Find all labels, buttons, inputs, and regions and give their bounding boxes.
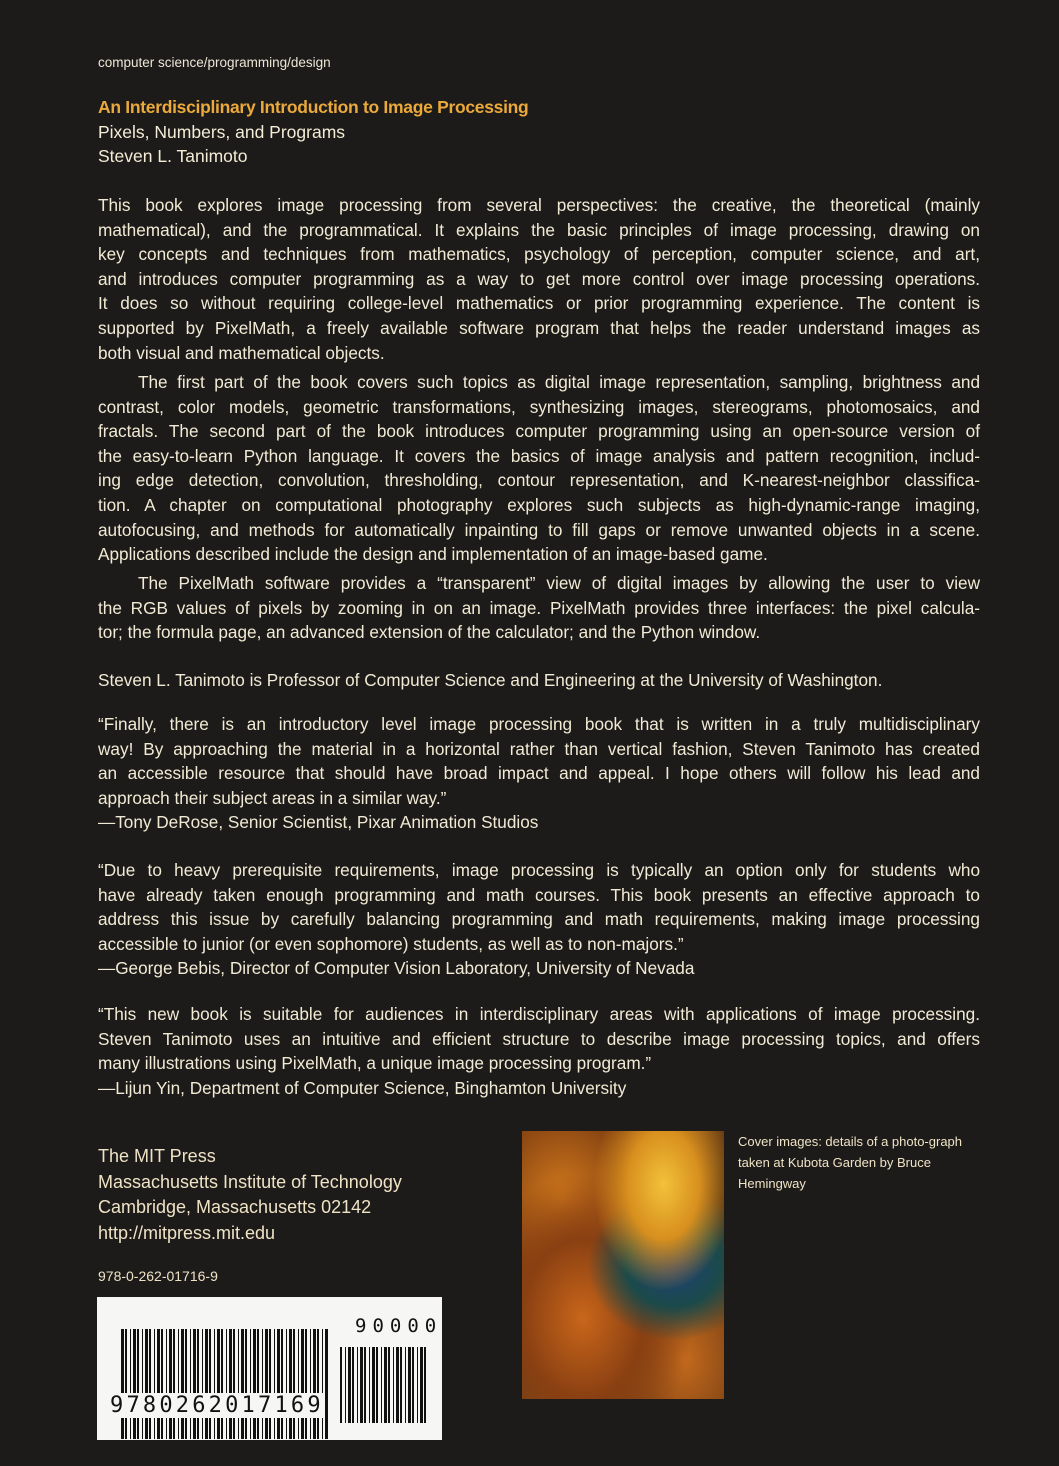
text-line: Steven Tanimoto uses an intuitive and efficient structure to describe image processing topics, and offers xyxy=(98,1028,980,1049)
text-line: The PixelMath software provides a “transparent” view of digital images by allowing the user to view xyxy=(138,573,980,593)
barcode-bar xyxy=(313,1329,316,1439)
barcode-bar xyxy=(157,1329,160,1439)
barcode-bar xyxy=(130,1329,131,1439)
text-line: the easy-to-learn Python language. It covers the basics of image analysis and pattern recognition, includ- xyxy=(98,445,980,466)
barcode-bar xyxy=(360,1347,363,1423)
text-line: ing edge detection, convolution, thresholding, contour representation, and K-nearest-neighbor classifica- xyxy=(98,470,980,491)
barcode-bar xyxy=(262,1329,263,1439)
barcode-bar xyxy=(238,1329,239,1439)
publisher-name: The MIT Press xyxy=(98,1146,216,1166)
publisher-city: Cambridge, Massachusetts 02142 xyxy=(98,1197,372,1218)
publisher-institute: Massachusetts Institute of Technology xyxy=(98,1171,402,1192)
barcode-bar xyxy=(305,1329,307,1439)
barcode-bar xyxy=(372,1347,375,1423)
barcode-bar xyxy=(400,1347,402,1423)
barcode-bar xyxy=(405,1347,406,1423)
barcode-bar xyxy=(173,1329,175,1439)
barcode-bar xyxy=(202,1329,203,1439)
text-line: way! By approaching the material in a horizontal rather than vertical fashion, Steven Tanimoto has created xyxy=(98,738,980,759)
barcode-bar xyxy=(181,1329,184,1439)
barcode-bar xyxy=(325,1329,328,1439)
barcode-bar xyxy=(169,1329,172,1439)
barcode-bar xyxy=(241,1329,244,1439)
barcode-bar xyxy=(257,1329,259,1439)
barcode-bar xyxy=(229,1329,232,1439)
barcode-bar xyxy=(357,1347,358,1423)
book-title: An Interdisciplinary Introduction to Image Processing xyxy=(98,97,529,117)
barcode-bar xyxy=(310,1329,311,1439)
barcode-bar xyxy=(161,1329,163,1439)
barcode-bar xyxy=(281,1329,283,1439)
barcode-bar xyxy=(178,1329,179,1439)
book-author: Steven L. Tanimoto xyxy=(98,146,248,166)
barcode-bar xyxy=(424,1347,426,1423)
text-line: approach their subject areas in a similar way.” xyxy=(98,787,447,808)
text-line: fractals. The second part of the book introduces computer programming using an open-source version of xyxy=(98,421,980,442)
text-line: supported by PixelMath, a freely available software program that helps the reader understand images as xyxy=(98,317,980,338)
barcode-bar xyxy=(145,1329,148,1439)
text-line: “Finally, there is an introductory level image processing book that is written in a truly multidisciplinary xyxy=(98,714,980,734)
barcode-bar xyxy=(221,1329,223,1439)
barcode-bar xyxy=(265,1329,268,1439)
text-line: “This new book is suitable for audiences in interdisciplinary areas with applications of image processing. xyxy=(98,1004,980,1024)
barcode-bar xyxy=(209,1329,211,1439)
contents-paragraph xyxy=(98,370,980,567)
barcode-bar xyxy=(185,1329,187,1439)
barcode-bar xyxy=(298,1329,299,1439)
barcode-bar xyxy=(190,1329,191,1439)
publisher-url: http://mitpress.mit.edu xyxy=(98,1222,276,1243)
barcode-bar xyxy=(125,1329,127,1439)
barcode-bar xyxy=(376,1347,378,1423)
text-line: tion. A chapter on computational photography explores such subjects as high-dynamic-range imaging, xyxy=(98,494,980,515)
barcode-bar xyxy=(149,1329,151,1439)
text-line: an accessible resource that should have broad impact and appeal. I hope others will follow his lead and xyxy=(98,763,980,784)
barcode xyxy=(97,1297,442,1440)
text-line: This book explores image processing from several perspectives: the creative, the theoretical (mainly xyxy=(98,195,980,215)
text-line: many illustrations using PixelMath, a unique image processing program.” xyxy=(98,1053,652,1074)
text-line: autofocusing, and methods for automatically inpainting to fill gaps or remove unwanted objects in a scene. xyxy=(98,519,980,540)
text-line: mathematical), and the programmatical. It explains the basic principles of image processing, drawing on xyxy=(98,219,980,240)
barcode-bar xyxy=(214,1329,215,1439)
text-line: the RGB values of pixels by zooming in on an image. PixelMath provides three interfaces: the pixel calcula- xyxy=(98,597,980,618)
barcode-bar xyxy=(322,1329,323,1439)
barcode-bar xyxy=(293,1329,295,1439)
barcode-bar xyxy=(317,1329,319,1439)
barcode-bar xyxy=(233,1329,235,1439)
cover-photo xyxy=(522,1131,724,1399)
intro-paragraph xyxy=(98,193,980,365)
barcode-bar xyxy=(364,1347,366,1423)
barcode-bar xyxy=(253,1329,256,1439)
barcode-bar xyxy=(205,1329,208,1439)
barcode-bar xyxy=(348,1347,351,1423)
barcode-bar xyxy=(197,1329,199,1439)
text-line: address this issue by carefully balancing programming and math requirements, making image processing xyxy=(98,909,980,930)
text-line: “Due to heavy prerequisite requirements, image processing is typically an option only for students who xyxy=(98,860,980,880)
text-line: —Lijun Yin, Department of Computer Science, Binghamton University xyxy=(98,1077,627,1098)
barcode-bars xyxy=(121,1329,331,1439)
isbn: 978-0-262-01716-9 xyxy=(98,1268,218,1284)
barcode-bar xyxy=(417,1347,418,1423)
author-bio xyxy=(98,668,980,693)
text-line: contrast, color models, geometric transformations, synthesizing images, stereograms, photomosaics, and xyxy=(98,396,980,417)
text-line: Steven L. Tanimoto is Professor of Computer Science and Engineering at the University of Washington. xyxy=(98,670,883,690)
book-subtitle: Pixels, Numbers, and Programs xyxy=(98,122,346,142)
text-line: key concepts and techniques from mathematics, psychology of perception, computer science, and art, xyxy=(98,244,980,265)
barcode-bar xyxy=(274,1329,275,1439)
barcode-bar xyxy=(142,1329,143,1439)
text-line: The first part of the book covers such topics as digital image representation, sampling, brightness and xyxy=(138,372,980,392)
barcode-bar xyxy=(352,1347,354,1423)
barcode-bar xyxy=(269,1329,271,1439)
text-line: —Tony DeRose, Senior Scientist, Pixar Animation Studios xyxy=(98,812,539,833)
barcode-bar xyxy=(384,1347,387,1423)
barcode-bar xyxy=(245,1329,247,1439)
text-line: and introduces computer programming as a way to get more control over image processing operations. xyxy=(98,268,980,289)
quote-yin xyxy=(98,1002,980,1100)
barcode-bar xyxy=(121,1329,124,1439)
barcode-bar xyxy=(345,1347,346,1423)
text-line: It does so without requiring college-level mathematics or prior programming experience. The content is xyxy=(98,293,980,314)
barcode-addon-digits: 90000 xyxy=(355,1315,443,1337)
barcode-bar xyxy=(381,1347,382,1423)
barcode-bar xyxy=(396,1347,399,1423)
barcode-bar xyxy=(226,1329,227,1439)
quote-derose xyxy=(98,712,980,835)
barcode-bar xyxy=(301,1329,304,1439)
category-label: computer science/programming/design xyxy=(98,55,331,70)
barcode-bar xyxy=(137,1329,139,1439)
text-line: tor; the formula page, an advanced extension of the calculator; and the Python window. xyxy=(98,622,761,643)
text-line: —George Bebis, Director of Computer Vision Laboratory, University of Nevada xyxy=(98,958,695,979)
software-paragraph xyxy=(98,571,980,645)
quote-bebis xyxy=(98,858,980,981)
barcode-bar xyxy=(166,1329,167,1439)
barcode-bar xyxy=(408,1347,411,1423)
cover-caption: Cover images: details of a photo-graph taken at Kubota Garden by Bruce Hemingway xyxy=(738,1134,963,1191)
barcode-bar xyxy=(286,1329,287,1439)
text-line: both visual and mathematical objects. xyxy=(98,342,385,363)
text-line: Applications described include the design and implementation of an image-based game. xyxy=(98,544,768,565)
barcode-bar xyxy=(289,1329,292,1439)
barcode-bar xyxy=(133,1329,136,1439)
barcode-bar xyxy=(250,1329,251,1439)
publisher-address xyxy=(98,1144,402,1246)
barcode-bar xyxy=(277,1329,280,1439)
barcode-bar xyxy=(393,1347,394,1423)
barcode-bar xyxy=(193,1329,196,1439)
barcode-bar xyxy=(154,1329,155,1439)
barcode-bar xyxy=(369,1347,370,1423)
barcode-bar xyxy=(420,1347,423,1423)
barcode-addon-bars xyxy=(340,1347,430,1423)
barcode-bar xyxy=(412,1347,414,1423)
text-line: have already taken enough programming and math courses. This book presents an effective approach to xyxy=(98,884,980,905)
text-line: accessible to junior (or even sophomore) students, as well as to non-majors.” xyxy=(98,933,684,954)
barcode-digits: 9780262017169 xyxy=(110,1393,324,1418)
barcode-bar xyxy=(340,1347,342,1423)
barcode-bar xyxy=(388,1347,390,1423)
barcode-bar xyxy=(217,1329,220,1439)
